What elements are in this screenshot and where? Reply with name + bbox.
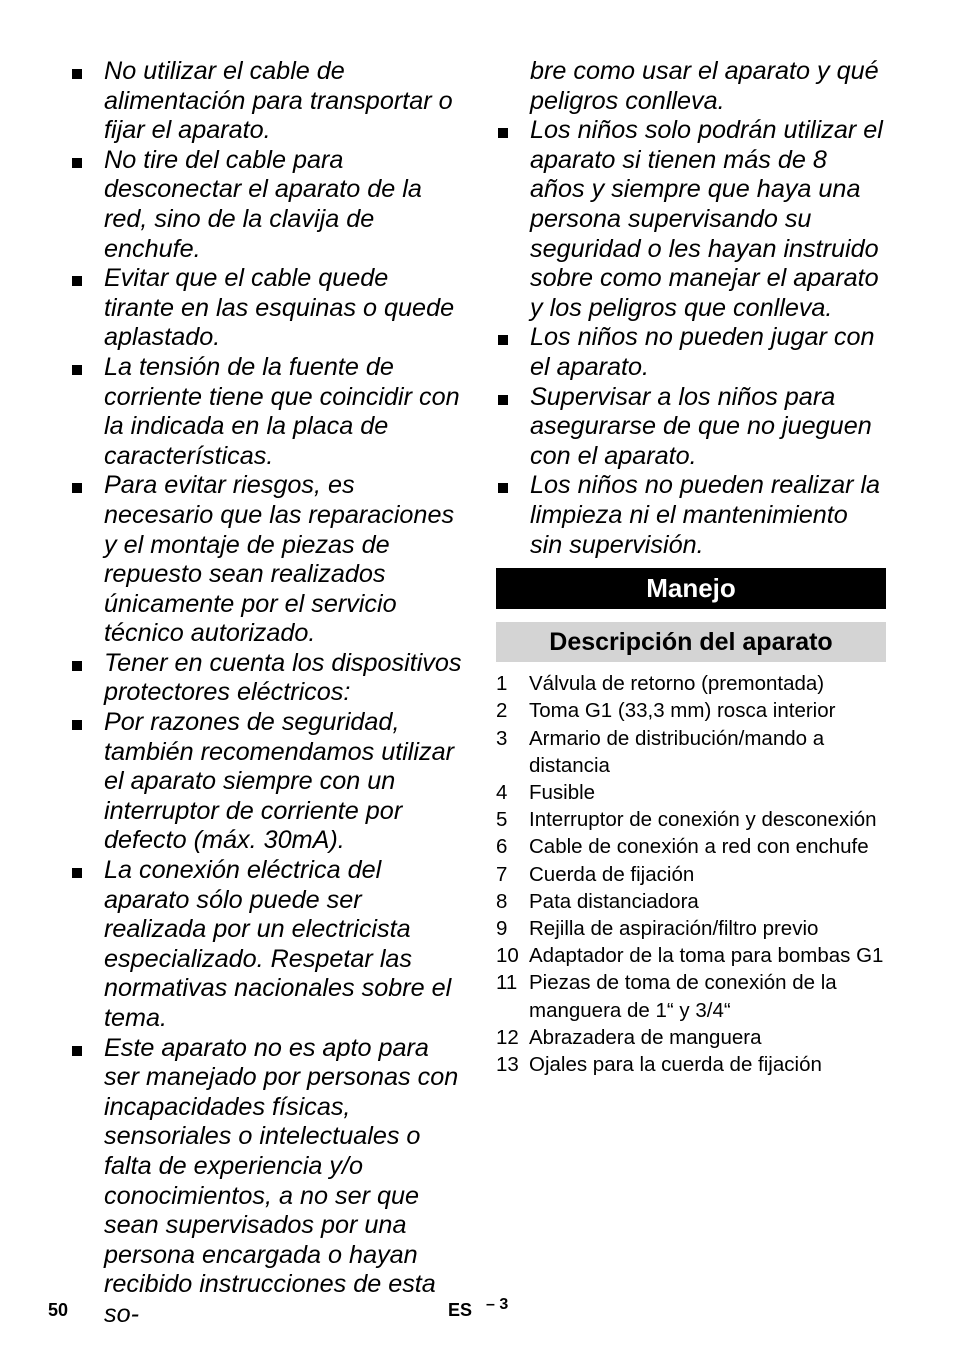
part-label: Ojales para la cuerda de fijación: [529, 1052, 822, 1076]
part-number: 13: [496, 1052, 519, 1076]
part-label: Fusible: [529, 780, 596, 804]
right-column: [496, 57, 886, 1078]
part-label: Rejilla de aspiración/filtro previo: [529, 916, 819, 940]
safety-list-right: [496, 116, 886, 560]
safety-item: Por razones de seguridad, también recomendamos utilizar el aparato siempre con un interruptor de corriente por defecto (máx. 30mA).: [70, 708, 462, 856]
safety-item: Este aparato no es apto para ser manejado por personas con incapacidades físicas, sensoriales o intelectuales o falta de experiencia y/o conocimientos, a no ser que sean supervisados por una persona encargada o hayan recibido instrucciones de esta so-: [70, 1034, 462, 1330]
safety-item: Para evitar riesgos, es necesario que las reparaciones y el montaje de piezas de repuesto sean realizados únicamente por el servicio técnico autorizado.: [70, 471, 462, 649]
safety-item: No tire del cable para desconectar el aparato de la red, sino de la clavija de enchufe.: [70, 146, 462, 264]
part-label: Válvula de retorno (premontada): [529, 672, 825, 696]
part-item: [496, 1051, 886, 1078]
part-item: [496, 670, 886, 697]
part-number: 4: [496, 780, 508, 804]
safety-item: La tensión de la fuente de corriente tiene que coincidir con la indicada en la placa de características.: [70, 353, 462, 471]
safety-item: No utilizar el cable de alimentación para transportar o fijar el aparato.: [70, 57, 462, 146]
safety-item: Evitar que el cable quede tirante en las esquinas o quede aplastado.: [70, 264, 462, 353]
language-code: ES: [448, 1300, 473, 1320]
part-number: 8: [496, 889, 508, 913]
part-item: [496, 915, 886, 942]
part-label: Adaptador de la toma para bombas G1: [529, 944, 884, 968]
part-item: [496, 725, 886, 779]
part-number: 11: [496, 971, 518, 995]
part-number: 5: [496, 808, 508, 832]
part-item: [496, 1024, 886, 1051]
left-column: [70, 57, 462, 1330]
part-label: Pata distanciadora: [529, 889, 699, 913]
safety-item: Supervisar a los niños para asegurarse de que no jueguen con el aparato.: [496, 383, 886, 472]
part-item: [496, 861, 886, 888]
part-number: 6: [496, 835, 508, 859]
parts-list: [496, 670, 886, 1078]
part-number: 9: [496, 916, 508, 940]
part-item: [496, 779, 886, 806]
part-label: Cuerda de fijación: [529, 862, 695, 886]
part-item: [496, 833, 886, 860]
part-label: Abrazadera de manguera: [529, 1025, 762, 1049]
safety-item: Los niños no pueden jugar con el aparato.: [496, 323, 886, 382]
part-number: 12: [496, 1025, 519, 1049]
part-number: 10: [496, 944, 519, 968]
part-item: [496, 888, 886, 915]
part-number: 2: [496, 699, 508, 723]
part-label: Cable de conexión a red con enchufe: [529, 835, 869, 859]
safety-list-left: [70, 57, 462, 1330]
part-item: [496, 969, 886, 1023]
safety-item: Los niños no pueden realizar la limpieza ni el mantenimiento sin supervisión.: [496, 471, 886, 560]
part-number: 3: [496, 726, 508, 750]
part-item: [496, 942, 886, 969]
part-label: Toma G1 (33,3 mm) rosca interior: [529, 699, 836, 723]
part-label: Interruptor de conexión y desconexión: [529, 808, 877, 832]
part-label: Piezas de toma de conexión de la manguera de 1“ y 3/4“: [529, 971, 837, 1022]
safety-item: Los niños solo podrán utilizar el aparato si tienen más de 8 años y siempre que haya una persona supervisando su seguridad o les hayan instruido sobre como manejar el aparato y los peligros que conlleva.: [496, 116, 886, 323]
page-number: 50: [48, 1300, 69, 1320]
part-number: 1: [496, 672, 508, 696]
safety-item-continuation: bre como usar el aparato y qué peligros conlleva.: [530, 57, 879, 115]
part-label: Armario de distribución/mando a distancia: [529, 726, 825, 777]
part-item: [496, 806, 886, 833]
section-heading: Manejo: [496, 568, 886, 609]
safety-item: Tener en cuenta los dispositivos protectores eléctricos:: [70, 649, 462, 708]
safety-item: La conexión eléctrica del aparato sólo puede ser realizada por un electricista especializado. Respetar las normativas nacionales sobre el tema.: [70, 856, 462, 1034]
sub-heading: Descripción del aparato: [496, 622, 886, 662]
sub-page-number: – 3: [486, 1296, 509, 1313]
part-item: [496, 697, 886, 724]
part-number: 7: [496, 862, 508, 886]
